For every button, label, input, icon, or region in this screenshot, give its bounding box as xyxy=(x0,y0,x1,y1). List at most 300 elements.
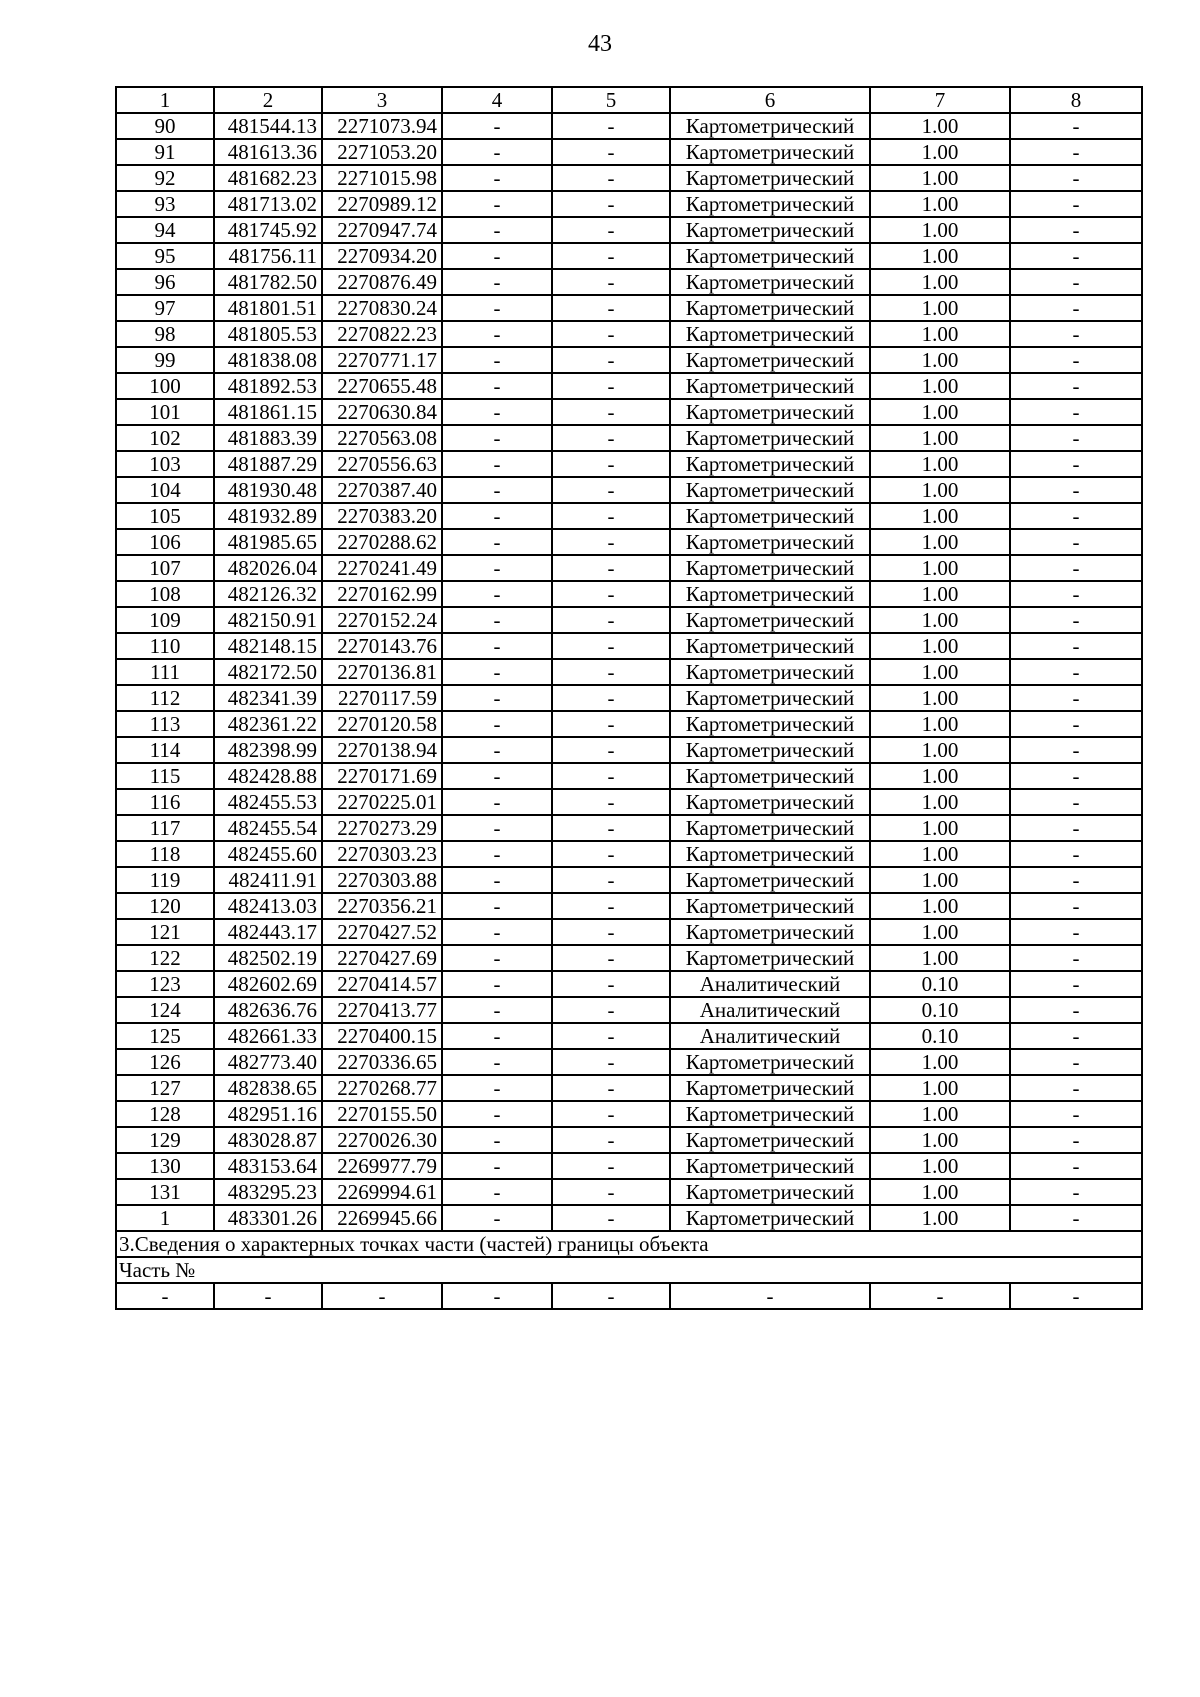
table-cell: 2270427.52 xyxy=(322,919,442,945)
table-row xyxy=(116,555,1142,581)
table-cell: - xyxy=(1010,633,1142,659)
table-cell: 482361.22 xyxy=(214,711,322,737)
table-row xyxy=(116,373,1142,399)
table-cell: - xyxy=(1010,867,1142,893)
table-cell: 483301.26 xyxy=(214,1205,322,1231)
table-cell: 114 xyxy=(116,737,214,763)
table-cell: - xyxy=(442,997,552,1023)
table-row xyxy=(116,1127,1142,1153)
table-cell: 481805.53 xyxy=(214,321,322,347)
table-row xyxy=(116,659,1142,685)
table-cell: - xyxy=(322,1283,442,1309)
table-cell: - xyxy=(1010,659,1142,685)
table-cell: - xyxy=(442,555,552,581)
table-cell: 483295.23 xyxy=(214,1179,322,1205)
table-cell: 1.00 xyxy=(870,633,1010,659)
table-cell: - xyxy=(442,1179,552,1205)
table-cell: - xyxy=(552,789,670,815)
table-cell: 124 xyxy=(116,997,214,1023)
table-cell: - xyxy=(1010,269,1142,295)
table-cell: 105 xyxy=(116,503,214,529)
table-cell: 2270241.49 xyxy=(322,555,442,581)
table-cell: 116 xyxy=(116,789,214,815)
page-number: 43 xyxy=(588,31,612,57)
table-cell: 0.10 xyxy=(870,971,1010,997)
table-cell: - xyxy=(1010,191,1142,217)
table-row xyxy=(116,1023,1142,1049)
table-row xyxy=(116,113,1142,139)
table-row xyxy=(116,1205,1142,1231)
table-cell: 481713.02 xyxy=(214,191,322,217)
header-cell: 7 xyxy=(870,87,1010,113)
table-cell: 130 xyxy=(116,1153,214,1179)
table-cell: - xyxy=(442,867,552,893)
table-cell: 127 xyxy=(116,1075,214,1101)
table-cell: - xyxy=(442,113,552,139)
table-cell: 482443.17 xyxy=(214,919,322,945)
table-cell: 481861.15 xyxy=(214,399,322,425)
table-cell: 1.00 xyxy=(870,295,1010,321)
table-cell: 1.00 xyxy=(870,347,1010,373)
table-cell: 2270630.84 xyxy=(322,399,442,425)
table-cell: 90 xyxy=(116,113,214,139)
table-cell: - xyxy=(1010,919,1142,945)
table-cell: 2270143.76 xyxy=(322,633,442,659)
table-cell: - xyxy=(442,607,552,633)
table-cell: Картометрический xyxy=(670,555,870,581)
table-cell: 2270303.88 xyxy=(322,867,442,893)
table-cell: - xyxy=(552,503,670,529)
table-row xyxy=(116,581,1142,607)
table-cell: Картометрический xyxy=(670,633,870,659)
table-cell: - xyxy=(442,217,552,243)
table-cell: 1.00 xyxy=(870,659,1010,685)
table-cell: 94 xyxy=(116,217,214,243)
table-row xyxy=(116,1075,1142,1101)
table-cell: 121 xyxy=(116,919,214,945)
table-cell: 1.00 xyxy=(870,945,1010,971)
table-cell: Картометрический xyxy=(670,607,870,633)
table-row xyxy=(116,139,1142,165)
table-cell: - xyxy=(552,581,670,607)
table-cell: 481544.13 xyxy=(214,113,322,139)
table-cell: - xyxy=(1010,1153,1142,1179)
table-cell: 1.00 xyxy=(870,711,1010,737)
table-cell: 1.00 xyxy=(870,1075,1010,1101)
table-cell: 93 xyxy=(116,191,214,217)
table-cell: 481682.23 xyxy=(214,165,322,191)
table-row xyxy=(116,711,1142,737)
part-label: Часть № xyxy=(116,1257,1142,1283)
table-row xyxy=(116,789,1142,815)
table-cell: - xyxy=(870,1283,1010,1309)
table-cell: 482126.32 xyxy=(214,581,322,607)
table-cell: Картометрический xyxy=(670,269,870,295)
table-cell: 482428.88 xyxy=(214,763,322,789)
table-cell: 2270989.12 xyxy=(322,191,442,217)
table-cell: 2270303.23 xyxy=(322,841,442,867)
table-cell: 2270336.65 xyxy=(322,1049,442,1075)
table-cell: 1 xyxy=(116,1205,214,1231)
table-cell: 123 xyxy=(116,971,214,997)
table-row xyxy=(116,243,1142,269)
table-row xyxy=(116,191,1142,217)
table-cell: - xyxy=(442,737,552,763)
table-cell: Картометрический xyxy=(670,711,870,737)
table-cell: - xyxy=(442,789,552,815)
table-cell: - xyxy=(1010,425,1142,451)
table-cell: - xyxy=(442,503,552,529)
table-cell: - xyxy=(442,1101,552,1127)
table-cell: - xyxy=(552,1101,670,1127)
table-cell: 481613.36 xyxy=(214,139,322,165)
table-cell: 1.00 xyxy=(870,815,1010,841)
table-cell: 2270427.69 xyxy=(322,945,442,971)
table-cell: - xyxy=(552,1205,670,1231)
table-cell: - xyxy=(552,373,670,399)
table-cell: - xyxy=(552,685,670,711)
table-row xyxy=(116,217,1142,243)
table-cell: 1.00 xyxy=(870,243,1010,269)
table-cell: 2271015.98 xyxy=(322,165,442,191)
table-cell: 1.00 xyxy=(870,685,1010,711)
table-cell: 2270876.49 xyxy=(322,269,442,295)
table-cell: - xyxy=(442,919,552,945)
table-cell: 2270413.77 xyxy=(322,997,442,1023)
table-cell: - xyxy=(1010,763,1142,789)
table-cell: 1.00 xyxy=(870,165,1010,191)
table-cell: 483153.64 xyxy=(214,1153,322,1179)
table-cell: 2270387.40 xyxy=(322,477,442,503)
table-cell: Картометрический xyxy=(670,321,870,347)
empty-part-row xyxy=(116,1283,1142,1309)
table-cell: 2270117.59 xyxy=(322,685,442,711)
table-cell: 2270136.81 xyxy=(322,659,442,685)
header-cell: 2 xyxy=(214,87,322,113)
table-cell: - xyxy=(1010,477,1142,503)
table-cell: - xyxy=(552,1127,670,1153)
table-cell: - xyxy=(1010,503,1142,529)
table-cell: 107 xyxy=(116,555,214,581)
header-cell: 8 xyxy=(1010,87,1142,113)
table-cell: Картометрический xyxy=(670,581,870,607)
table-cell: 2269994.61 xyxy=(322,1179,442,1205)
table-cell: 119 xyxy=(116,867,214,893)
table-cell: 108 xyxy=(116,581,214,607)
header-cell: 3 xyxy=(322,87,442,113)
table-cell: 1.00 xyxy=(870,1179,1010,1205)
table-cell: - xyxy=(552,529,670,555)
table-cell: 2270120.58 xyxy=(322,711,442,737)
table-cell: 2270356.21 xyxy=(322,893,442,919)
table-cell: 111 xyxy=(116,659,214,685)
table-row xyxy=(116,919,1142,945)
table-cell: Картометрический xyxy=(670,529,870,555)
table-cell: Картометрический xyxy=(670,1101,870,1127)
table-cell: 481930.48 xyxy=(214,477,322,503)
table-cell: - xyxy=(1010,711,1142,737)
table-cell: 481985.65 xyxy=(214,529,322,555)
table-cell: - xyxy=(552,555,670,581)
table-cell: Картометрический xyxy=(670,373,870,399)
table-cell: 481801.51 xyxy=(214,295,322,321)
table-cell: Картометрический xyxy=(670,139,870,165)
table-cell: 481782.50 xyxy=(214,269,322,295)
table-cell: 481892.53 xyxy=(214,373,322,399)
table-cell: Картометрический xyxy=(670,659,870,685)
table-cell: 110 xyxy=(116,633,214,659)
section-title-row xyxy=(116,1231,1142,1257)
table-cell: - xyxy=(1010,165,1142,191)
table-cell: - xyxy=(1010,113,1142,139)
table-cell: - xyxy=(442,945,552,971)
table-cell: 1.00 xyxy=(870,893,1010,919)
table-cell: 2270655.48 xyxy=(322,373,442,399)
table-cell: 106 xyxy=(116,529,214,555)
table-cell: 1.00 xyxy=(870,1127,1010,1153)
table-cell: - xyxy=(442,373,552,399)
table-cell: - xyxy=(442,477,552,503)
table-cell: 1.00 xyxy=(870,919,1010,945)
table-row xyxy=(116,321,1142,347)
table-cell: 1.00 xyxy=(870,1153,1010,1179)
table-cell: - xyxy=(442,763,552,789)
table-body xyxy=(116,87,1142,1309)
table-row xyxy=(116,1049,1142,1075)
table-cell: - xyxy=(552,399,670,425)
table-row xyxy=(116,971,1142,997)
table-cell: - xyxy=(552,477,670,503)
table-cell: 1.00 xyxy=(870,841,1010,867)
table-cell: - xyxy=(552,165,670,191)
table-cell: 99 xyxy=(116,347,214,373)
table-cell: 101 xyxy=(116,399,214,425)
table-cell: Картометрический xyxy=(670,1049,870,1075)
table-cell: Картометрический xyxy=(670,1205,870,1231)
table-cell: 131 xyxy=(116,1179,214,1205)
header-cell: 1 xyxy=(116,87,214,113)
table-cell: 1.00 xyxy=(870,763,1010,789)
table-cell: - xyxy=(1010,139,1142,165)
table-cell: 2270171.69 xyxy=(322,763,442,789)
table-row xyxy=(116,685,1142,711)
table-cell: 2271073.94 xyxy=(322,113,442,139)
table-cell: 126 xyxy=(116,1049,214,1075)
table-cell: 1.00 xyxy=(870,581,1010,607)
table-cell: Картометрический xyxy=(670,243,870,269)
table-cell: - xyxy=(552,217,670,243)
table-cell: 2270934.20 xyxy=(322,243,442,269)
table-cell: - xyxy=(1010,555,1142,581)
table-cell: - xyxy=(442,893,552,919)
table-row xyxy=(116,1153,1142,1179)
table-cell: - xyxy=(442,425,552,451)
table-cell: - xyxy=(1010,373,1142,399)
header-cell: 4 xyxy=(442,87,552,113)
table-cell: Картометрический xyxy=(670,815,870,841)
table-cell: 96 xyxy=(116,269,214,295)
table-cell: 2270947.74 xyxy=(322,217,442,243)
table-cell: - xyxy=(552,971,670,997)
table-cell: 482150.91 xyxy=(214,607,322,633)
table-cell: 1.00 xyxy=(870,373,1010,399)
table-cell: - xyxy=(442,841,552,867)
coordinates-table xyxy=(115,86,1143,1310)
table-cell: 482838.65 xyxy=(214,1075,322,1101)
table-cell: - xyxy=(442,399,552,425)
table-cell: - xyxy=(1010,321,1142,347)
table-cell: Картометрический xyxy=(670,867,870,893)
table-cell: 2270383.20 xyxy=(322,503,442,529)
table-row xyxy=(116,763,1142,789)
table-cell: 1.00 xyxy=(870,191,1010,217)
table-row xyxy=(116,347,1142,373)
table-cell: 1.00 xyxy=(870,867,1010,893)
table-cell: 1.00 xyxy=(870,477,1010,503)
table-cell: - xyxy=(552,191,670,217)
table-cell: 481756.11 xyxy=(214,243,322,269)
table-cell: - xyxy=(1010,1049,1142,1075)
table-cell: 2270268.77 xyxy=(322,1075,442,1101)
table-cell: 2270162.99 xyxy=(322,581,442,607)
table-row xyxy=(116,815,1142,841)
table-row xyxy=(116,945,1142,971)
table-cell: 482773.40 xyxy=(214,1049,322,1075)
table-cell: - xyxy=(1010,581,1142,607)
table-cell: - xyxy=(442,295,552,321)
table-cell: Картометрический xyxy=(670,191,870,217)
table-cell: 1.00 xyxy=(870,113,1010,139)
table-cell: 115 xyxy=(116,763,214,789)
table-cell: 2270414.57 xyxy=(322,971,442,997)
table-cell: - xyxy=(1010,1205,1142,1231)
table-cell: 112 xyxy=(116,685,214,711)
table-cell: - xyxy=(1010,295,1142,321)
table-cell: 482148.15 xyxy=(214,633,322,659)
table-cell: Картометрический xyxy=(670,399,870,425)
table-cell: - xyxy=(552,1179,670,1205)
table-cell: - xyxy=(442,1127,552,1153)
table-cell: - xyxy=(1010,815,1142,841)
table-cell: 1.00 xyxy=(870,451,1010,477)
table-cell: - xyxy=(442,1153,552,1179)
table-cell: Картометрический xyxy=(670,789,870,815)
table-cell: - xyxy=(442,815,552,841)
table-row xyxy=(116,451,1142,477)
table-cell: 113 xyxy=(116,711,214,737)
table-cell: - xyxy=(1010,893,1142,919)
table-cell: - xyxy=(552,295,670,321)
table-row xyxy=(116,165,1142,191)
table-cell: - xyxy=(552,347,670,373)
table-cell: 482951.16 xyxy=(214,1101,322,1127)
table-cell: 482455.60 xyxy=(214,841,322,867)
table-cell: - xyxy=(442,139,552,165)
table-cell: 117 xyxy=(116,815,214,841)
table-cell: 91 xyxy=(116,139,214,165)
table-cell: - xyxy=(1010,685,1142,711)
table-cell: - xyxy=(442,243,552,269)
table-cell: - xyxy=(552,1283,670,1309)
table-cell: 118 xyxy=(116,841,214,867)
table-cell: - xyxy=(552,737,670,763)
table-cell: 481887.29 xyxy=(214,451,322,477)
table-cell: 2270273.29 xyxy=(322,815,442,841)
table-cell: Картометрический xyxy=(670,945,870,971)
table-cell: 1.00 xyxy=(870,321,1010,347)
table-cell: 102 xyxy=(116,425,214,451)
table-cell: - xyxy=(552,269,670,295)
table-cell: - xyxy=(442,1049,552,1075)
table-cell: - xyxy=(552,607,670,633)
table-cell: Картометрический xyxy=(670,841,870,867)
table-cell: - xyxy=(1010,1179,1142,1205)
table-cell: 2270563.08 xyxy=(322,425,442,451)
table-cell: Картометрический xyxy=(670,1075,870,1101)
table-cell: 481883.39 xyxy=(214,425,322,451)
table-cell: - xyxy=(442,165,552,191)
table-cell: 98 xyxy=(116,321,214,347)
table-cell: 1.00 xyxy=(870,503,1010,529)
table-cell: 1.00 xyxy=(870,555,1010,581)
table-cell: - xyxy=(1010,607,1142,633)
table-cell: 2270830.24 xyxy=(322,295,442,321)
table-cell: Картометрический xyxy=(670,919,870,945)
table-cell: 483028.87 xyxy=(214,1127,322,1153)
table-cell: Картометрический xyxy=(670,1127,870,1153)
table-cell: 482026.04 xyxy=(214,555,322,581)
table-cell: - xyxy=(552,919,670,945)
table-cell: 0.10 xyxy=(870,1023,1010,1049)
table-cell: - xyxy=(552,893,670,919)
table-cell: - xyxy=(1010,217,1142,243)
table-cell: 122 xyxy=(116,945,214,971)
table-cell: - xyxy=(442,711,552,737)
table-cell: 481932.89 xyxy=(214,503,322,529)
table-cell: 92 xyxy=(116,165,214,191)
table-cell: - xyxy=(442,347,552,373)
table-cell: 1.00 xyxy=(870,269,1010,295)
table-cell: 1.00 xyxy=(870,789,1010,815)
table-cell: 1.00 xyxy=(870,607,1010,633)
table-cell: 481745.92 xyxy=(214,217,322,243)
table-cell: 2269977.79 xyxy=(322,1153,442,1179)
table-cell: - xyxy=(552,1023,670,1049)
table-cell: - xyxy=(552,815,670,841)
table-cell: - xyxy=(552,867,670,893)
table-cell: 482455.53 xyxy=(214,789,322,815)
table-cell: - xyxy=(552,841,670,867)
table-cell: - xyxy=(552,139,670,165)
table-cell: 2270288.62 xyxy=(322,529,442,555)
table-cell: 481838.08 xyxy=(214,347,322,373)
table-cell: - xyxy=(1010,841,1142,867)
table-cell: - xyxy=(552,1075,670,1101)
table-cell: 1.00 xyxy=(870,1049,1010,1075)
table-cell: 1.00 xyxy=(870,1205,1010,1231)
table-row xyxy=(116,997,1142,1023)
table-row xyxy=(116,1101,1142,1127)
table-row xyxy=(116,269,1142,295)
table-cell: 2271053.20 xyxy=(322,139,442,165)
table-cell: 2270225.01 xyxy=(322,789,442,815)
table-cell: 482661.33 xyxy=(214,1023,322,1049)
table-cell: - xyxy=(552,1049,670,1075)
table-cell: 1.00 xyxy=(870,139,1010,165)
table-cell: 482413.03 xyxy=(214,893,322,919)
table-cell: 2269945.66 xyxy=(322,1205,442,1231)
table-cell: 128 xyxy=(116,1101,214,1127)
